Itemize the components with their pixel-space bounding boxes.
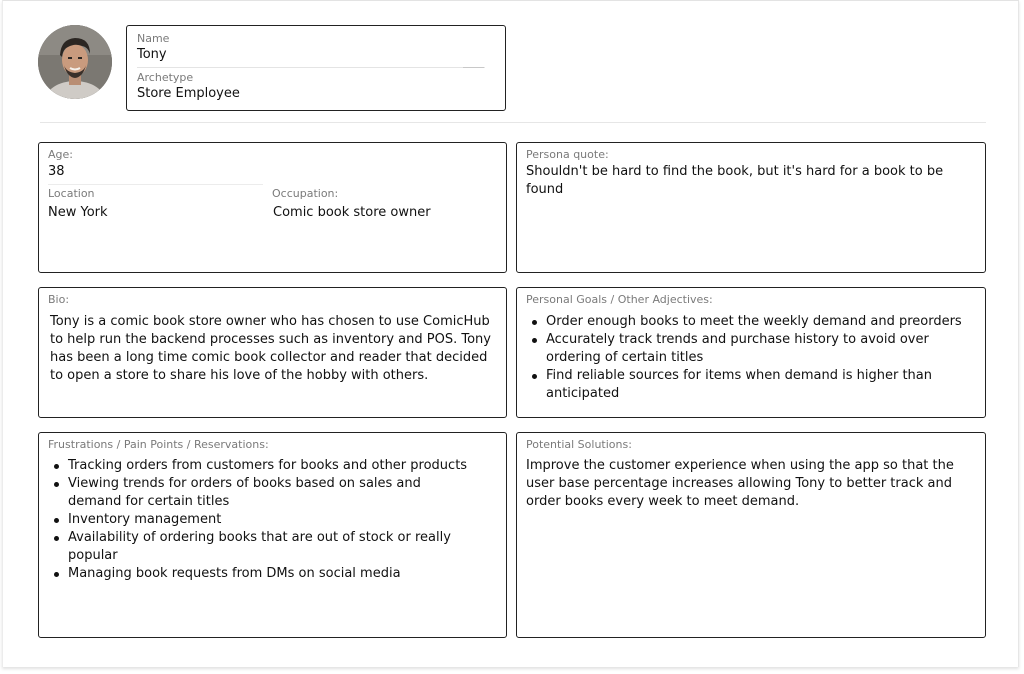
archetype-field (137, 71, 499, 103)
list-item: Availability of ordering books that are out of stock or really popular (68, 529, 476, 565)
location-value: New York (48, 205, 108, 220)
list-item: Find reliable sources for items when demand is higher than anticipated (546, 367, 975, 403)
location-label: Location (48, 187, 95, 200)
archetype-value: Store Employee (137, 86, 240, 101)
age-label: Age: (48, 148, 73, 161)
frustrations-card (38, 432, 507, 638)
list-item: Accurately track trends and purchase history to avoid over ordering of certain titles (546, 331, 975, 367)
name-label: Name (137, 32, 170, 45)
persona-quote-text: Shouldn't be hard to find the book, but it's hard for a book to be found (526, 164, 944, 197)
name-field (137, 32, 499, 64)
persona-quote-label: Persona quote: (526, 148, 609, 161)
avatar (38, 25, 112, 99)
persona-page (2, 0, 1019, 667)
frustrations-list-wrap (48, 457, 476, 583)
bio-text: Tony is a comic book store owner who has chosen to use ComicHub to help run the backend processes such as inventory and POS. Tony has been a long time comic book collector and reader that decided to open a store to share his love of the hobby with others. (50, 314, 491, 383)
solutions-card (516, 432, 986, 638)
bio-card (38, 287, 507, 418)
archetype-label: Archetype (137, 71, 194, 84)
name-value: Tony (137, 47, 167, 62)
persona-quote-card (516, 142, 986, 273)
age-underline (48, 184, 263, 185)
goals-list (526, 313, 975, 403)
person-photo-icon (38, 25, 112, 99)
section-divider (40, 122, 986, 123)
solutions-label: Potential Solutions: (526, 438, 632, 451)
goals-list-wrap (526, 313, 975, 403)
list-item: Tracking orders from customers for books and other products (68, 457, 476, 475)
frustrations-list (48, 457, 476, 583)
list-item: Viewing trends for orders of books based on sales and demand for certain titles (68, 475, 476, 511)
age-value: 38 (48, 164, 65, 179)
frustrations-label: Frustrations / Pain Points / Reservations: (48, 438, 269, 451)
occupation-value: Comic book store owner (273, 205, 431, 220)
list-item: Inventory management (68, 511, 476, 529)
demographics-card (38, 142, 507, 273)
list-item: Managing book requests from DMs on social media (68, 565, 476, 583)
name-card (126, 25, 506, 111)
list-item: Order enough books to meet the weekly demand and preorders (546, 313, 975, 331)
goals-label: Personal Goals / Other Adjectives: (526, 293, 713, 306)
bio-label: Bio: (48, 293, 70, 306)
name-underline (137, 67, 499, 68)
solutions-text: Improve the customer experience when using the app so that the user base percentage increases allowing Tony to better track and order books every week to meet demand. (526, 458, 954, 509)
occupation-label: Occupation: (272, 187, 339, 200)
goals-card (516, 287, 986, 418)
